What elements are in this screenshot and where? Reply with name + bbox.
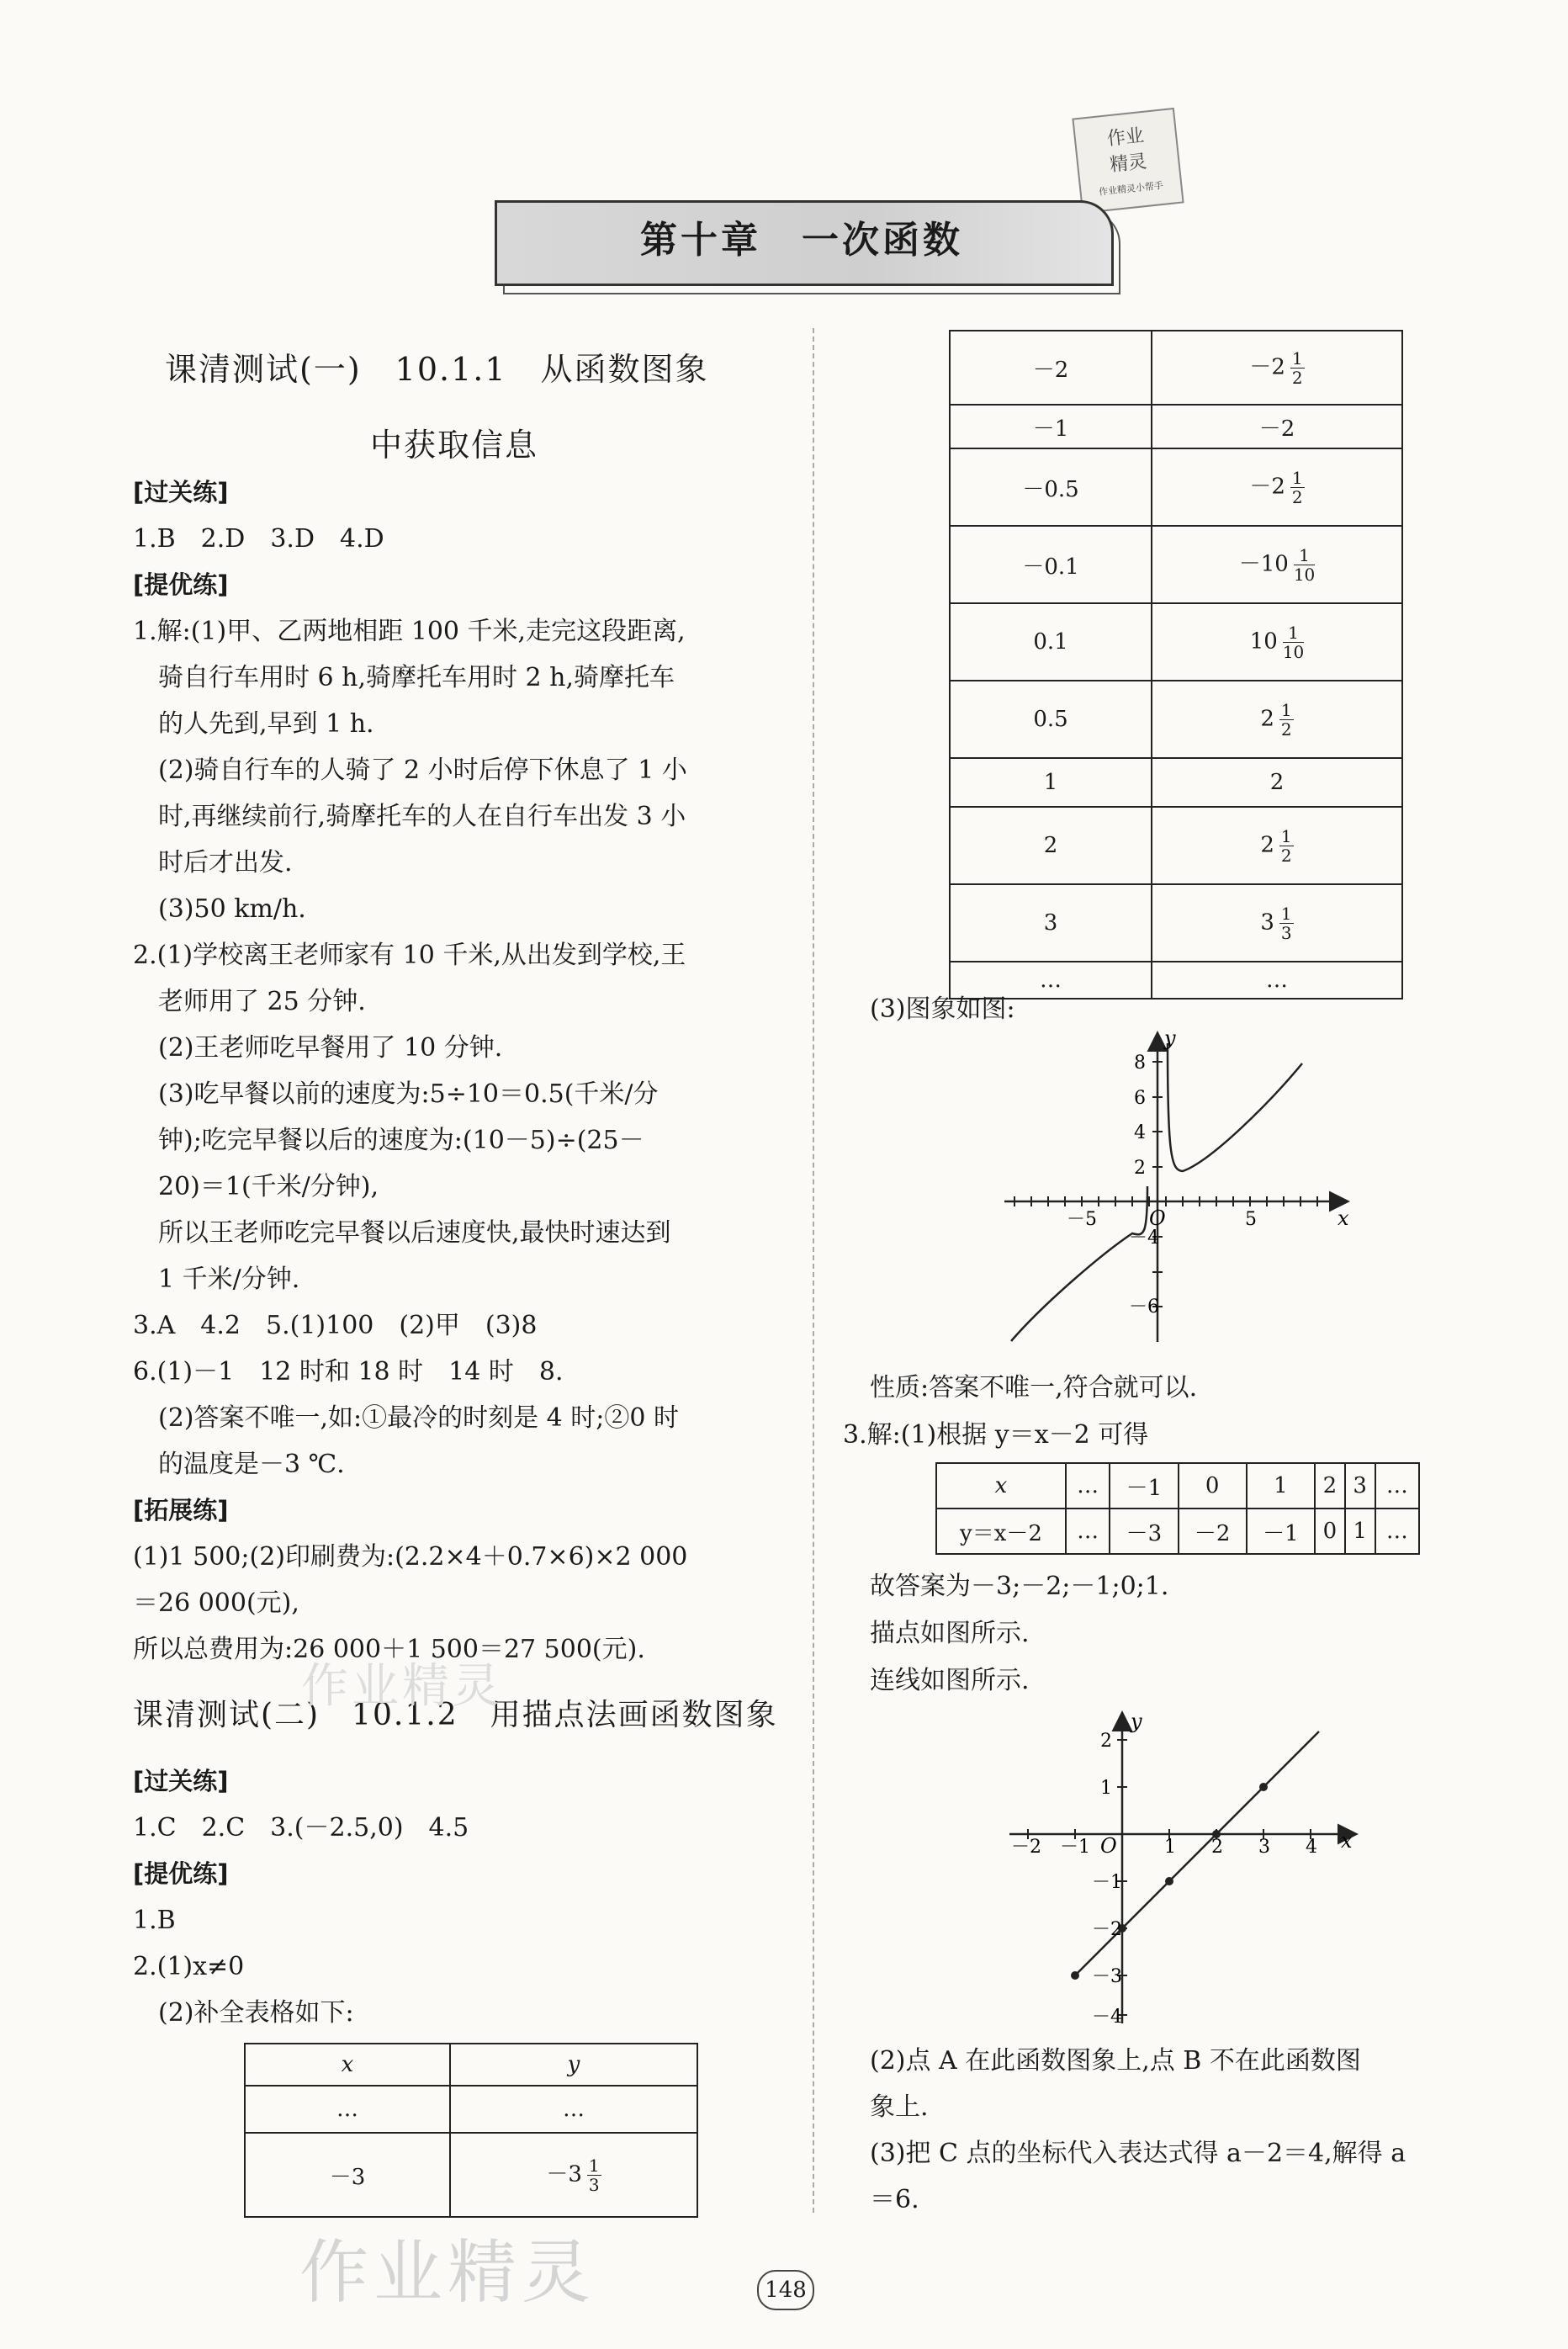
fraction-num: 1 — [1283, 623, 1304, 643]
table-right-cell-y — [1152, 526, 1402, 603]
fraction-int: －2 — [1249, 354, 1285, 379]
table-right-cell-y: … — [1152, 962, 1402, 999]
table-right-cell-x: 0.5 — [950, 681, 1152, 758]
logo-line2: 精灵 — [1109, 151, 1148, 177]
fraction-int: 10 — [1249, 628, 1278, 654]
table-right-cell-x: －0.1 — [950, 526, 1152, 603]
graph2-point — [1165, 1877, 1173, 1885]
q3-3-line-b: ＝6. — [870, 2185, 919, 2214]
fraction-den: 3 — [1280, 922, 1292, 943]
connect-line: 连线如图所示. — [870, 1666, 1030, 1695]
table-left-cell-y: … — [450, 2086, 697, 2133]
table-left-header-y: y — [450, 2044, 697, 2086]
table-left-header-x: x — [245, 2044, 450, 2086]
fraction — [1294, 546, 1315, 584]
graph1-tick-8: 8 — [1134, 1053, 1146, 1074]
table3-cell: 2 — [1315, 1463, 1345, 1509]
watermark-mid: 作业精灵 — [301, 1659, 503, 1714]
tiyou-label-2: [提优练] — [133, 1859, 229, 1888]
table-right — [949, 330, 1403, 1000]
graph2-tick-xn2: －2 — [1011, 1837, 1041, 1858]
table3-cell: … — [1066, 1509, 1110, 1554]
graph2-label-y: y — [1131, 1710, 1142, 1733]
section2-title: 课清测试(二) 10.1.2 用描点法画函数图象 — [133, 1698, 778, 1732]
q3-2-line-a: (2)点 A 在此函数图象上,点 B 不在此函数图 — [870, 2046, 1361, 2076]
table3-cell: －1 — [1247, 1509, 1315, 1554]
graph2-tick-xn1: －1 — [1060, 1837, 1090, 1858]
graph2-tick-y1: 1 — [1100, 1778, 1112, 1799]
table3-cell: 0 — [1179, 1463, 1247, 1509]
tuozhan-line-0: (1)1 500;(2)印刷费为:(2.2×4＋0.7×6)×2 000 — [133, 1542, 688, 1572]
s1-line-8: 老师用了 25 分钟. — [133, 987, 366, 1016]
watermark-bottom: 作业精灵 — [299, 2233, 596, 2313]
fraction-num: 1 — [588, 2155, 600, 2176]
section1-body — [133, 469, 797, 1673]
table-left-cell-y — [450, 2133, 697, 2217]
table3 — [935, 1462, 1420, 1555]
graph2-tick-x1: 1 — [1164, 1837, 1176, 1858]
property-line: 性质:答案不唯一,符合就可以. — [870, 1373, 1198, 1403]
guoguan-label-1: [过关练] — [133, 478, 229, 506]
s1-line-11: 钟);吃完早餐以后的速度为:(10－5)÷(25－ — [133, 1126, 644, 1155]
fraction — [1283, 623, 1304, 661]
logo-line1: 作业 — [1105, 125, 1146, 151]
guoguan-answers-2: 1.C 2.C 3.(－2.5,0) 4.5 — [133, 1813, 469, 1843]
s1-line-7: 2.(1)学校离王老师家有 10 千米,从出发到学校,王 — [133, 941, 686, 970]
graph1-label-y: y — [1164, 1026, 1176, 1050]
graph1-tick-n4: －4 — [1129, 1228, 1159, 1249]
fraction-int: 3 — [1260, 909, 1274, 935]
table-left — [244, 2043, 698, 2218]
s1-line-0: 1.解:(1)甲、乙两地相距 100 千米,走完这段距离, — [133, 617, 686, 646]
table-right-cell-x: 0.1 — [950, 603, 1152, 681]
table-left-cell-x: －3 — [245, 2133, 450, 2217]
fraction-den: 2 — [1280, 845, 1292, 866]
fraction — [1290, 469, 1305, 506]
plot-line: 描点如图所示. — [870, 1619, 1030, 1648]
s2-line-1: 2.(1)x≠0 — [133, 1952, 245, 1981]
table3-cell: 3 — [1345, 1463, 1375, 1509]
fraction — [1279, 904, 1294, 942]
table-right-cell-y — [1152, 331, 1402, 405]
fraction-num: 1 — [1294, 546, 1315, 565]
table3-cell: 0 — [1315, 1509, 1345, 1554]
table-right-cell-y — [1152, 448, 1402, 526]
graph1-curve-right — [1168, 1043, 1302, 1171]
fraction-den: 2 — [1280, 718, 1292, 740]
table3-cell: －3 — [1110, 1509, 1178, 1554]
graph2-tick-yn1: －1 — [1092, 1872, 1122, 1893]
s1-line-17: (2)答案不唯一,如:①最冷的时刻是 4 时;②0 时 — [133, 1403, 680, 1433]
s1-line-16: 6.(1)－1 12 时和 18 时 14 时 8. — [133, 1357, 564, 1387]
guoguan-label-2: [过关练] — [133, 1767, 229, 1795]
fraction-num: 1 — [1291, 467, 1303, 488]
table3-cell: … — [1375, 1463, 1419, 1509]
s1-line-6: (3)50 km/h. — [133, 894, 306, 924]
fraction-den: 2 — [1291, 486, 1303, 507]
table3-cell: 1 — [1247, 1463, 1315, 1509]
graph2 — [1001, 1708, 1371, 2028]
table3-cell: －1 — [1110, 1463, 1178, 1509]
s1-line-14: 1 千米/分钟. — [133, 1265, 300, 1294]
fraction-den: 3 — [588, 2174, 600, 2195]
s2-line-0: 1.B — [133, 1906, 176, 1935]
tuozhan-label: [拓展练] — [133, 1496, 229, 1524]
fraction-den: 10 — [1282, 641, 1305, 662]
s1-line-5: 时后才出发. — [133, 848, 293, 878]
table-right-cell-x: －1 — [950, 405, 1152, 448]
graph1 — [993, 1026, 1363, 1346]
tiyou-label-1: [提优练] — [133, 570, 229, 599]
page-number: 148 — [757, 2270, 814, 2310]
tuozhan-line-1: ＝26 000(元), — [133, 1588, 299, 1618]
table3-cell: … — [1375, 1509, 1419, 1554]
s1-line-3: (2)骑自行车的人骑了 2 小时后停下休息了 1 小 — [133, 756, 687, 785]
table-right-cell-y — [1152, 884, 1402, 962]
s2-line-2: (2)补全表格如下: — [133, 1998, 354, 2028]
table-left-cell-x: … — [245, 2086, 450, 2133]
s1-line-4: 时,再继续前行,骑摩托车的人在自行车出发 3 小 — [133, 802, 686, 831]
section1-title-line1: 课清测试(一) 10.1.1 从函数图象 — [165, 351, 709, 388]
graph2-tick-x2: 2 — [1211, 1837, 1223, 1858]
fraction — [1279, 827, 1294, 865]
answer-line: 故答案为－3;－2;－1;0;1. — [870, 1572, 1169, 1601]
table-right-cell-x: 2 — [950, 807, 1152, 884]
graph-caption: (3)图象如图: — [870, 994, 1015, 1024]
table3-cell: 1 — [1345, 1509, 1375, 1554]
graph1-tick-n6: －6 — [1129, 1296, 1159, 1318]
section2-body — [133, 1758, 797, 2036]
fraction-den: 10 — [1293, 564, 1316, 585]
graph1-tick-4: 4 — [1134, 1122, 1146, 1143]
graph2-label-origin: O — [1100, 1834, 1117, 1858]
fraction-num: 1 — [1291, 347, 1303, 369]
graph2-tick-x3: 3 — [1258, 1837, 1270, 1858]
fraction-int: －10 — [1238, 551, 1289, 576]
fraction-int: 2 — [1260, 706, 1274, 731]
column-divider — [813, 328, 814, 2213]
fraction-int: －3 — [546, 2161, 582, 2187]
graph2-point — [1071, 1971, 1079, 1980]
graph2-label-x: x — [1341, 1829, 1353, 1853]
q3-part2-3 — [870, 2038, 1534, 2223]
s1-line-18: 的温度是－3 ℃. — [133, 1450, 345, 1479]
fraction-int: 2 — [1260, 832, 1274, 857]
graph1-label-origin: O — [1149, 1206, 1166, 1230]
fraction-num: 1 — [1280, 903, 1292, 924]
graph2-tick-yn3: －3 — [1092, 1966, 1122, 1987]
table-right-cell-y — [1152, 681, 1402, 758]
table-right-cell-x: 1 — [950, 758, 1152, 807]
s1-line-10: (3)吃早餐以前的速度为:5÷10＝0.5(千米/分 — [133, 1079, 659, 1109]
graph2-tick-yn2: －2 — [1092, 1919, 1122, 1940]
q3-2-line-b: 象上. — [870, 2092, 929, 2122]
table3-cell: … — [1066, 1463, 1110, 1509]
fraction-den: 2 — [1291, 367, 1303, 388]
s1-line-2: 的人先到,早到 1 h. — [133, 709, 374, 739]
logo-line3: 作业精灵小帮手 — [1098, 179, 1164, 198]
guoguan-answers-1: 1.B 2.D 3.D 4.D — [133, 524, 384, 554]
q3-3-line-a: (3)把 C 点的坐标代入表达式得 a－2＝4,解得 a — [870, 2139, 1406, 2168]
table3-cell: y＝x－2 — [936, 1509, 1066, 1554]
graph1-tick-x5: 5 — [1245, 1209, 1257, 1230]
fraction — [1290, 349, 1305, 387]
table-right-cell-x: －0.5 — [950, 448, 1152, 526]
table3-cell: －2 — [1179, 1509, 1247, 1554]
s1-line-12: 20)＝1(千米/分钟), — [133, 1172, 379, 1201]
table-right-cell-y: －2 — [1152, 405, 1402, 448]
section1-title-line2: 中获取信息 — [370, 427, 539, 464]
q3-intro: 3.解:(1)根据 y＝x－2 可得 — [843, 1420, 1149, 1450]
fraction-num: 1 — [1280, 699, 1292, 720]
table-right-cell-y — [1152, 807, 1402, 884]
graph2-tick-yn4: －4 — [1092, 2007, 1122, 2028]
graph1-label-x: x — [1338, 1206, 1349, 1230]
tuozhan-line-2: 所以总费用为:26 000＋1 500＝27 500(元). — [133, 1635, 645, 1664]
s1-line-15: 3.A 4.2 5.(1)100 (2)甲 (3)8 — [133, 1311, 538, 1340]
graph1-tick-6: 6 — [1134, 1088, 1146, 1109]
graph1-tick-xn5: －5 — [1067, 1209, 1097, 1230]
fraction-num: 1 — [1280, 825, 1292, 846]
logo-stamp — [1072, 108, 1184, 214]
s1-line-1: 骑自行车用时 6 h,骑摩托车用时 2 h,骑摩托车 — [133, 663, 675, 692]
graph2-point — [1259, 1783, 1268, 1791]
fraction-int: －2 — [1249, 474, 1285, 499]
s1-line-9: (2)王老师吃早餐用了 10 分钟. — [133, 1033, 503, 1063]
table3-cell: x — [936, 1463, 1066, 1509]
table-right-cell-x: … — [950, 962, 1152, 999]
s1-line-13: 所以王老师吃完早餐以后速度快,最快时速达到 — [133, 1218, 671, 1248]
table-right-cell-x: 3 — [950, 884, 1152, 962]
graph2-tick-x4: 4 — [1306, 1837, 1317, 1858]
table-right-cell-x: －2 — [950, 331, 1152, 405]
chapter-title: 第十章 一次函数 — [640, 219, 963, 262]
table-right-cell-y: 2 — [1152, 758, 1402, 807]
fraction — [1279, 701, 1294, 739]
graph2-tick-y2: 2 — [1100, 1731, 1112, 1752]
graph1-tick-2: 2 — [1134, 1158, 1146, 1179]
table-right-cell-y — [1152, 603, 1402, 681]
fraction — [587, 2156, 601, 2194]
